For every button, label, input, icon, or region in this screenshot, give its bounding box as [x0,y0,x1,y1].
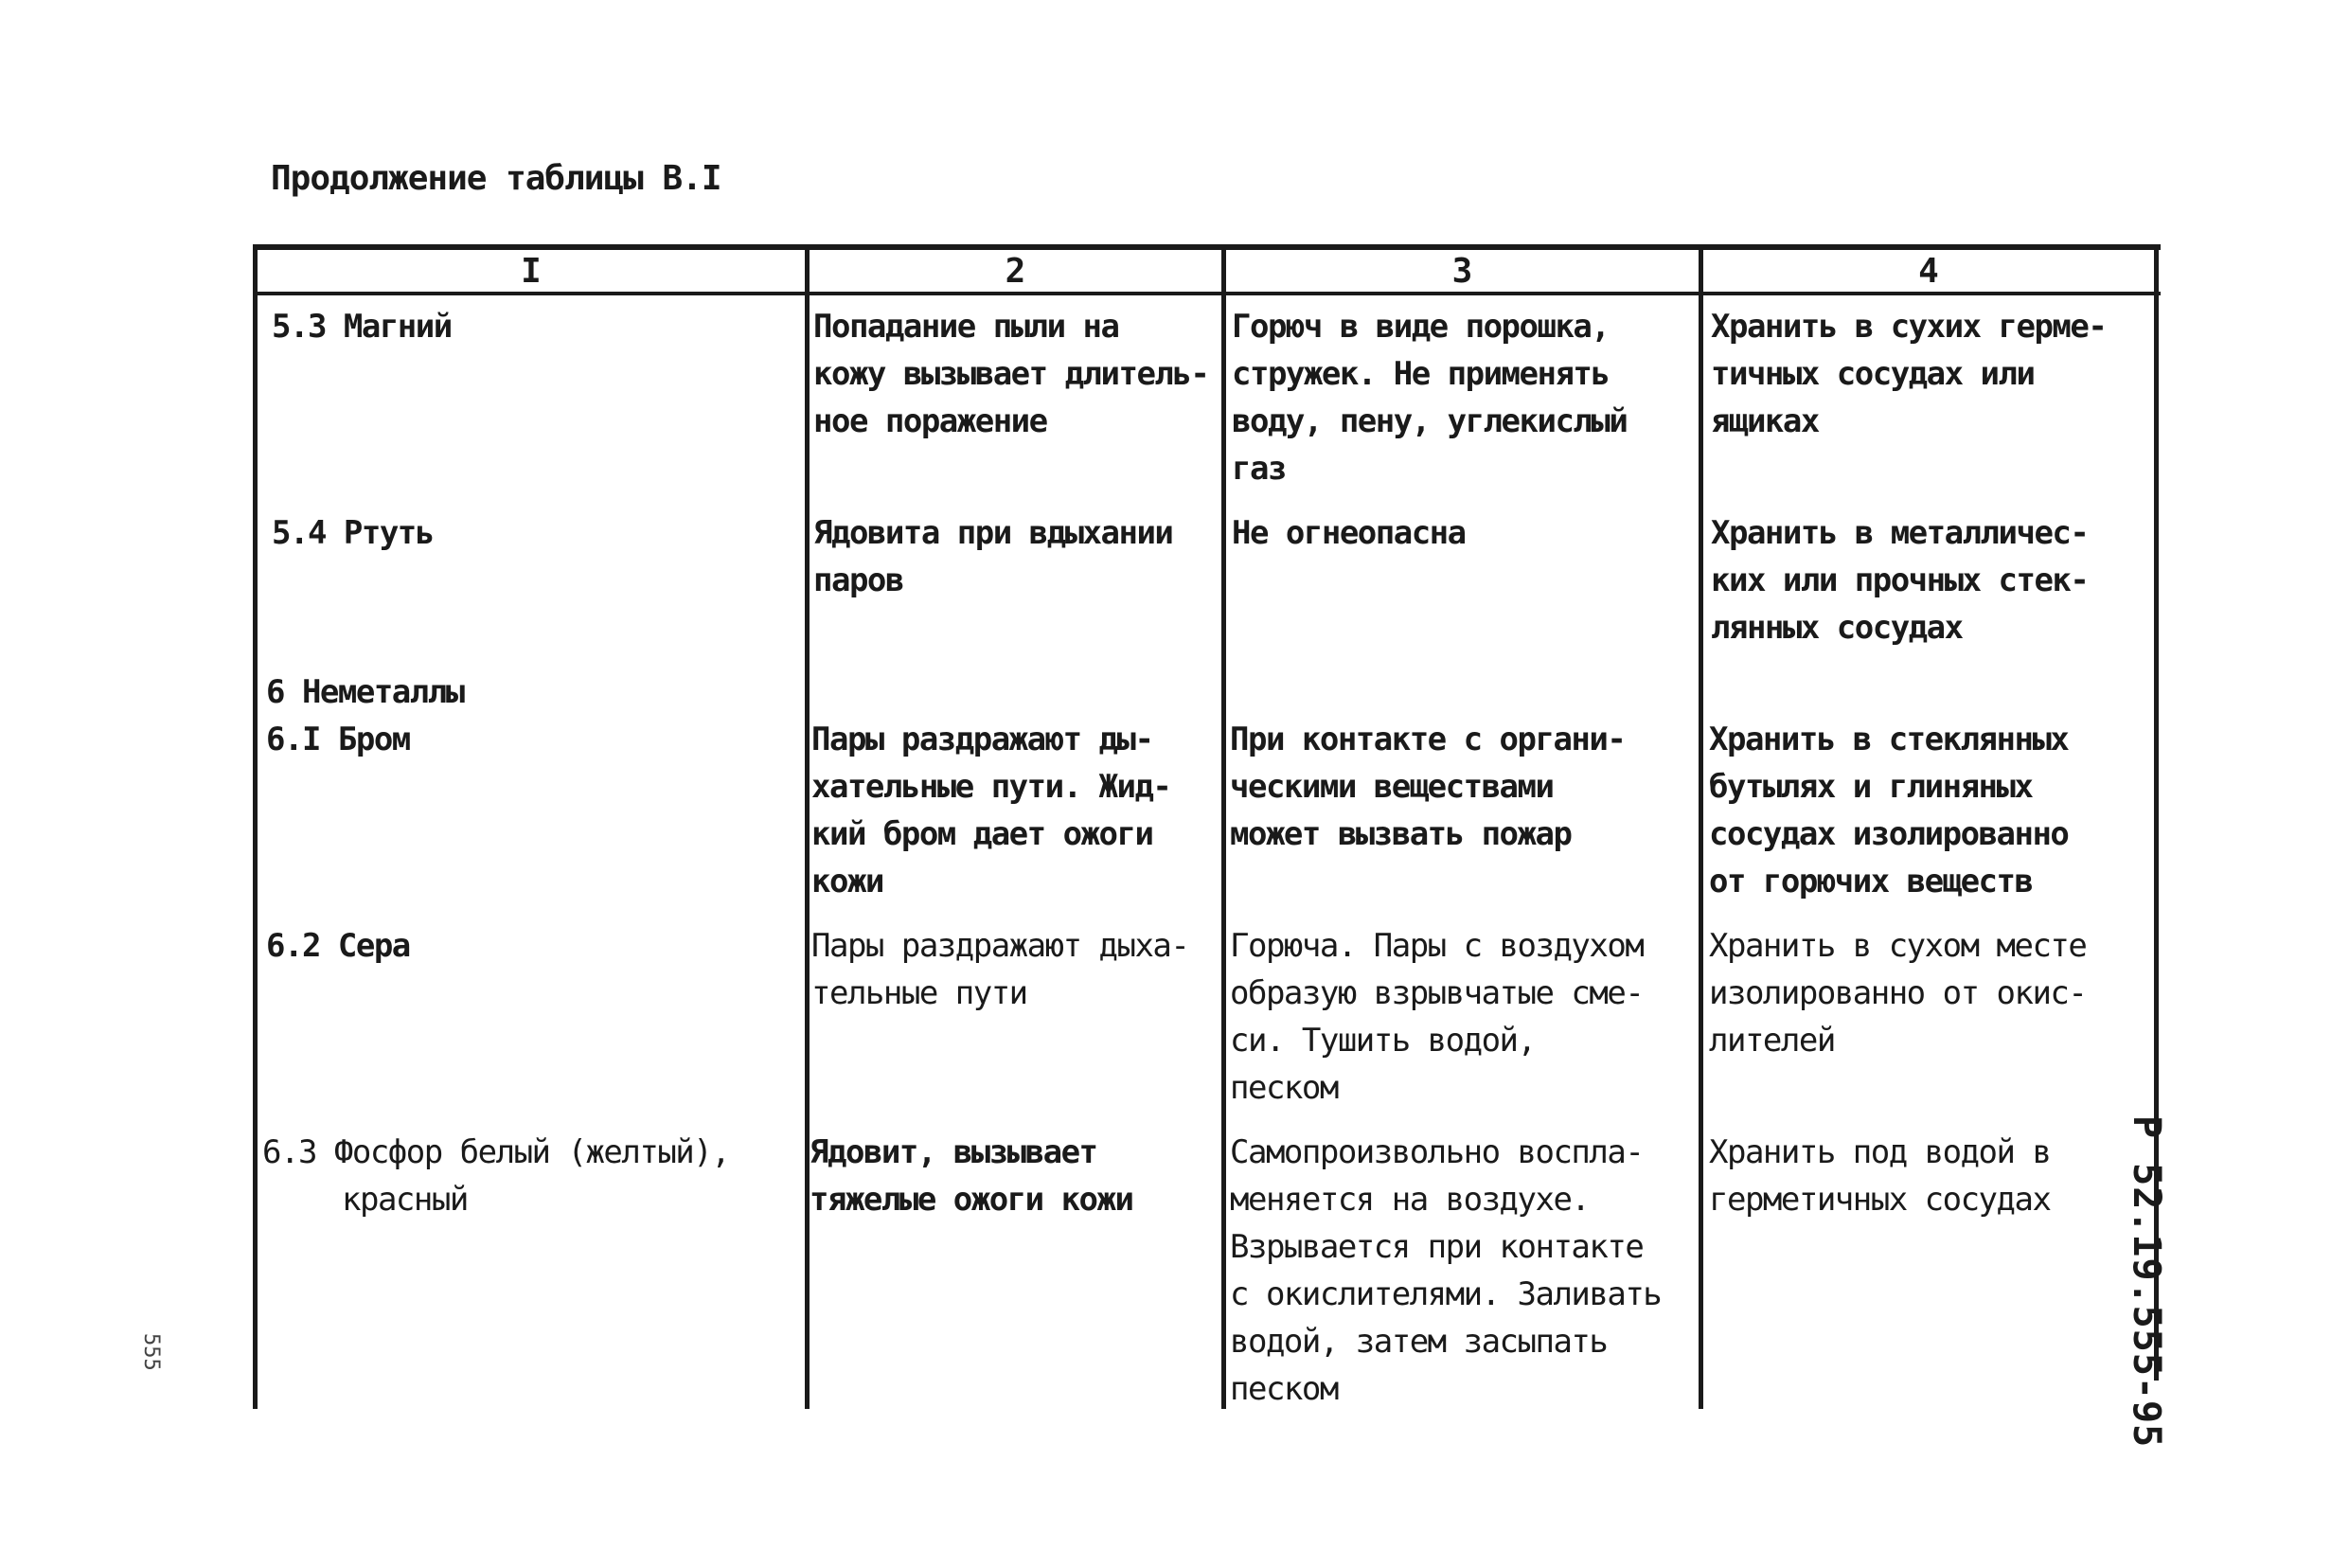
substance-table [253,244,2161,1409]
row-phosphorus-name: 6.3 Фосфор белый (желтый), красный [262,1133,730,1219]
section-nonmetals-heading: 6 Неметаллы [266,673,464,711]
row-phosphorus-storage: Хранить под водой в герметичных сосудах [1709,1133,2051,1219]
row-sulfur-fire: Горюча. Пары с воздухом образую взрывчатые сме- си. Тушить водой, песком [1230,927,1644,1107]
row-magnesium-fire: Горюч в виде порошка, стружек. Не применять воду, пену, углекислый газ [1232,308,1628,488]
row-mercury-fire: Не огнеопасна [1232,514,1466,552]
row-phosphorus-fire: Самопроизвольно воспла- меняется на воздухе. Взрывается при контакте с окислителями. Заливать водой, затем засыпать песком [1230,1133,1662,1408]
row-mercury-hazard: Ядовита при вдыхании паров [813,514,1173,599]
row-magnesium-name: 5.3 Магний [272,308,452,346]
row-mercury-name: 5.4 Ртуть [272,514,434,552]
page-mark: 555 [139,1333,163,1371]
document-code: Р 52.19.555-95 [2125,1115,2168,1449]
column-divider-2 [1221,244,1226,1409]
row-phosphorus-hazard: Ядовит, вызывает тяжелые ожоги кожи [810,1133,1133,1219]
row-bromine-hazard: Пары раздражают ды- хательные пути. Жид- кий бром дает ожоги кожи [811,721,1171,900]
column-divider-1 [805,244,810,1409]
header-col-2: 2 [1005,252,1026,291]
row-bromine-storage: Хранить в стеклянных бутылях и глиняных сосудах изолированно от горючих веществ [1709,721,2069,900]
row-mercury-storage: Хранить в металличес- ких или прочных стек- лянных сосудах [1711,514,2089,647]
header-col-3: 3 [1451,252,1473,291]
row-magnesium-hazard: Попадание пыли на кожу вызывает длитель- ное поражение [813,308,1209,440]
column-divider-3 [1699,244,1703,1409]
row-bromine-name: 6.I Бром [266,721,410,758]
table-left-border [253,244,258,1409]
row-sulfur-storage: Хранить в сухом месте изолированно от окис- лителей [1709,927,2087,1060]
table-caption: Продолжение таблицы В.I [271,159,721,198]
table-top-border [253,244,2161,250]
row-bromine-fire: При контакте с органи- ческими веществами может вызвать пожар [1230,721,1626,853]
header-col-4: 4 [1918,252,1939,291]
row-sulfur-name: 6.2 Сера [266,927,410,965]
row-sulfur-hazard: Пары раздражают дыха- тельные пути [811,927,1189,1012]
header-bottom-border [253,292,2161,295]
header-col-1: I [521,252,542,291]
row-magnesium-storage: Хранить в сухих герме- тичных сосудах или ящиках [1711,308,2107,440]
